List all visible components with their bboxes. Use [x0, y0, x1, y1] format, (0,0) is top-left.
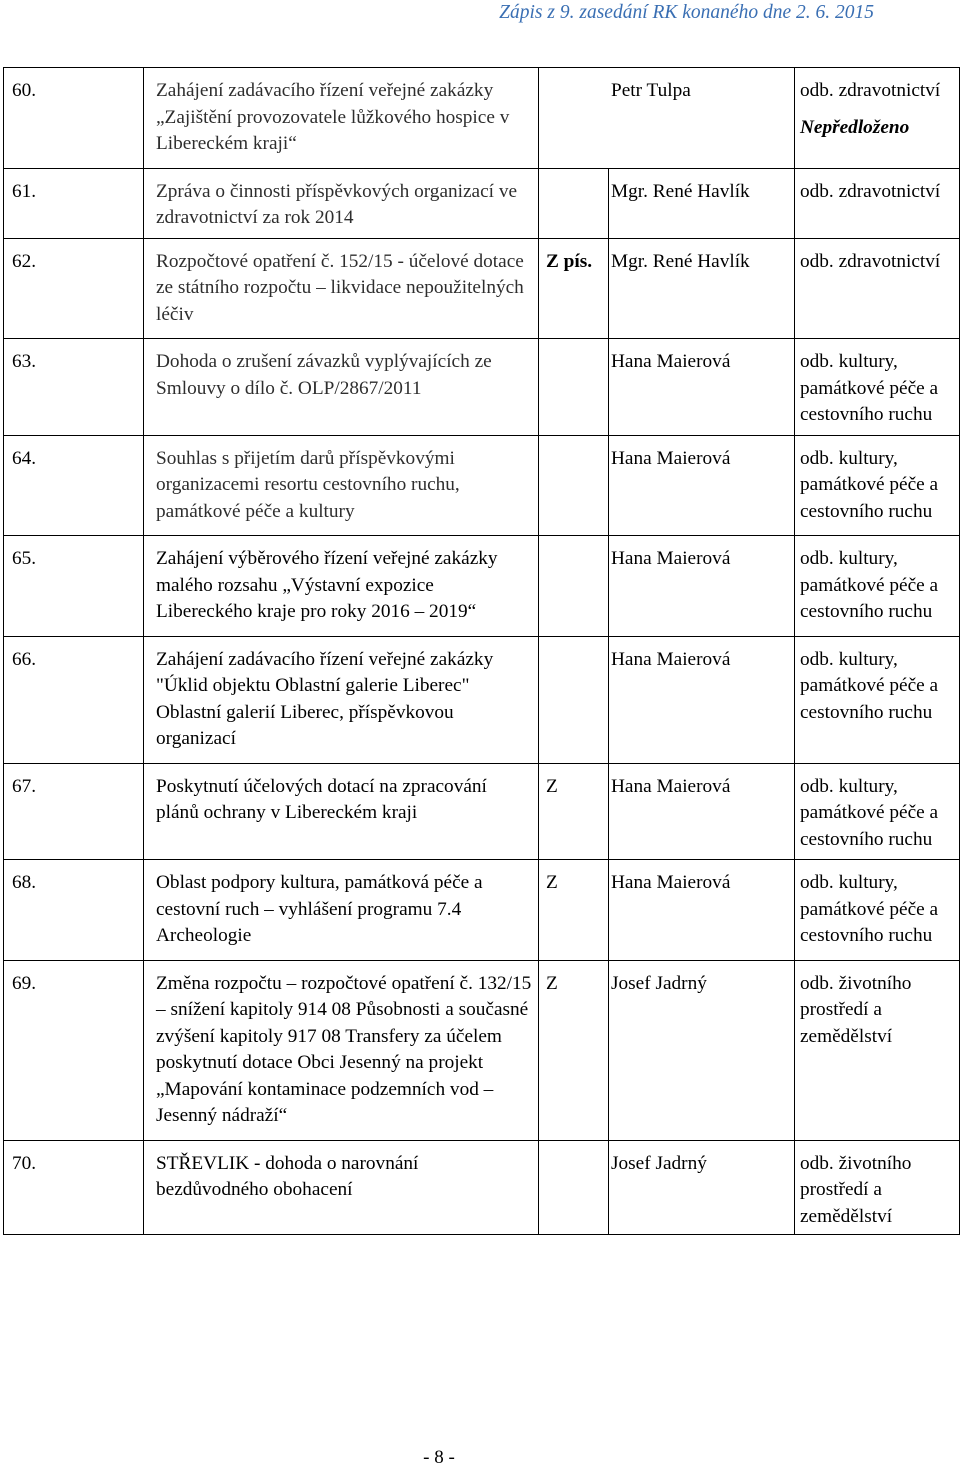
agenda-row: [4, 435, 960, 536]
page-number: - 8 -: [423, 1447, 455, 1468]
agenda-row: [4, 763, 960, 860]
agenda-row: [4, 339, 960, 436]
agenda-row: [4, 168, 960, 238]
item-mark: Z: [546, 872, 558, 893]
item-department: odb. kultury, památkové péče a cestovního ruchu: [800, 447, 939, 522]
item-responsible: Josef Jadrný: [611, 1152, 707, 1174]
item-number: 61.: [12, 180, 37, 202]
item-department: odb. zdravotnictví: [800, 250, 941, 272]
item-number: 63.: [12, 351, 37, 372]
item-responsible: Hana Maierová: [611, 351, 731, 372]
item-title: Zpráva o činnosti příspěvkových organizací ve zdravotnictví za rok 2014: [156, 180, 518, 228]
item-title: Zahájení výběrového řízení veřejné zakázky malého rozsahu „Výstavní expozice Libereckého kraje pro roky 2016 – 2019“: [156, 548, 498, 622]
item-department: odb. kultury, památkové péče a cestovního ruchu: [800, 648, 939, 723]
item-responsible: Mgr. René Havlík: [611, 180, 750, 202]
item-title: Zahájení zadávacího řízení veřejné zakázky "Úklid objektu Oblastní galerie Liberec" Oblastní galerií Liberec, příspěvkovou organizací: [156, 648, 494, 749]
item-responsible: Petr Tulpa: [611, 80, 691, 101]
item-mark: [539, 169, 608, 179]
item-status: Nepředloženo: [800, 116, 910, 138]
agenda-row: [4, 960, 960, 1140]
item-number: 70.: [12, 1152, 37, 1174]
item-mark: [539, 339, 608, 349]
item-number: 64.: [12, 447, 37, 469]
item-responsible: Hana Maierová: [611, 648, 731, 670]
item-title: Změna rozpočtu – rozpočtové opatření č. 132/15 – snížení kapitoly 914 08 Působnosti a současné zvýšení kapitoly 917 08 Transfery za účelem poskytnutí dotace Obci Jesenný na projekt „Mapování kontaminace podzemních vod – Jesenný nádraží“: [156, 972, 532, 1126]
item-title: Rozpočtové opatření č. 152/15 - účelové dotace ze státního rozpočtu – likvidace nepoužitelných léčiv: [156, 250, 524, 325]
item-responsible: Mgr. René Havlík: [611, 250, 750, 272]
agenda-row: [4, 68, 960, 169]
item-number: 62.: [12, 250, 37, 272]
item-mark: [539, 1141, 608, 1151]
item-number: 66.: [12, 648, 37, 670]
item-title: Dohoda o zrušení závazků vyplývajících ze Smlouvy o dílo č. OLP/2867/2011: [156, 351, 492, 399]
item-responsible: Hana Maierová: [611, 872, 731, 893]
item-mark: Z pís.: [546, 250, 593, 272]
item-title: STŘEVLIK - dohoda o narovnání bezdůvodného obohacení: [156, 1152, 419, 1200]
item-title: Poskytnutí účelových dotací na zpracování plánů ochrany v Libereckém kraji: [156, 775, 487, 823]
agenda-row: [4, 860, 960, 961]
item-mark: Z: [546, 972, 558, 994]
item-number: 69.: [12, 972, 37, 994]
item-responsible: Hana Maierová: [611, 775, 731, 797]
item-department: odb. zdravotnictví: [800, 180, 941, 202]
agenda-row: [4, 238, 960, 339]
item-title: Zahájení zadávacího řízení veřejné zakázky „Zajištění provozovatele lůžkového hospice v Libereckém kraji“: [156, 80, 510, 154]
item-title: Souhlas s přijetím darů příspěvkovými organizacemi resortu cestovního ruchu, památkové péče a kultury: [156, 447, 460, 522]
agenda-row: [4, 536, 960, 637]
item-responsible: Josef Jadrný: [611, 972, 707, 994]
item-mark: [539, 536, 608, 546]
item-department: odb. zdravotnictví: [800, 80, 941, 101]
item-department: odb. kultury, památkové péče a cestovního ruchu: [800, 548, 939, 622]
item-department: odb. životního prostředí a zemědělství: [800, 1152, 912, 1227]
item-mark: Z: [546, 775, 558, 797]
item-number: 65.: [12, 548, 37, 569]
item-mark: [539, 637, 608, 647]
item-number: 68.: [12, 872, 37, 893]
item-number: 60.: [12, 80, 37, 101]
item-responsible: Hana Maierová: [611, 548, 731, 569]
agenda-row: [4, 636, 960, 763]
item-department: odb. kultury, památkové péče a cestovního ruchu: [800, 872, 939, 946]
agenda-row: [4, 1140, 960, 1235]
item-department: odb. životního prostředí a zemědělství: [800, 972, 912, 1047]
document-header: Zápis z 9. zasedání RK konaného dne 2. 6. 2015: [499, 2, 874, 23]
item-title: Oblast podpory kultura, památková péče a cestovní ruch – vyhlášení programu 7.4 Archeologie: [156, 872, 483, 946]
item-number: 67.: [12, 775, 37, 797]
agenda-table: [3, 67, 960, 1235]
item-department: odb. kultury, památkové péče a cestovního ruchu: [800, 351, 939, 425]
item-department: odb. kultury, památkové péče a cestovního ruchu: [800, 775, 939, 850]
item-responsible: Hana Maierová: [611, 447, 731, 469]
item-mark: [539, 436, 608, 446]
